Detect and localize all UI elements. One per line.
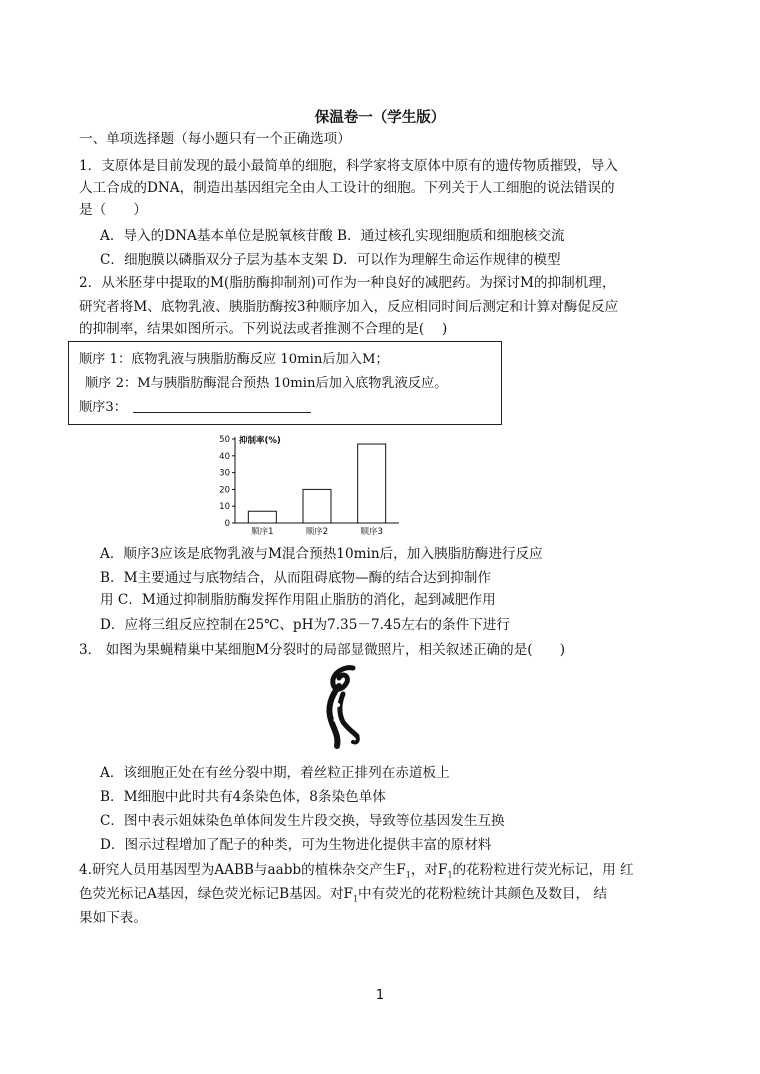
order-2-text: 顺序 2：M与胰脂肪酶混合预热 10min后加入底物乳液反应。	[85, 376, 448, 391]
x-tick-label: 顺序3	[360, 527, 383, 537]
q2-option-a: A．顺序3应该是底物乳液与M混合预热10min后，加入胰脂肪酶进行反应	[100, 546, 543, 562]
q3-option-d: D．图示过程增加了配子的种类，可为生物进化提供丰富的原材料	[100, 837, 492, 853]
order-1-text: 顺序 1：底物乳液与胰脂肪酶反应 10min后加入M；	[79, 352, 389, 367]
order-3-text: 顺序3：	[79, 400, 127, 415]
q4-sub-1: 1	[405, 870, 411, 880]
section-heading: 一、单项选择题（每小题只有一个正确选项）	[79, 131, 351, 147]
q2-line-3: 的抑制率，结果如图所示。下列说法或者推测不合理的是( )	[79, 321, 448, 337]
chromosome-micrograph	[313, 660, 373, 756]
y-tick-label: 30	[219, 468, 230, 479]
q4-sub-2: 1	[447, 870, 453, 880]
q4-text-2b: 中有荧光的花粉粒统计其颜色及数目， 结	[358, 886, 608, 902]
bar	[358, 444, 386, 523]
q4-text-1a: 4.研究人员用基因型为AABB与aabb的植株杂交产生F	[79, 862, 406, 878]
order-box	[68, 341, 502, 425]
q1-options-cd: C．细胞膜以磷脂双分子层为基本支架 D．可以作为理解生命运作规律的模型	[100, 252, 561, 268]
y-tick-label: 10	[219, 502, 230, 513]
q4-text-1b: ，对F	[410, 862, 448, 878]
q3-option-b: B．M细胞中此时共有4条染色体，8条染色单体	[100, 789, 386, 805]
q2-line-1: 2．从米胚芽中提取的M(脂肪酶抑制剂)可作为一种良好的减肥药。为探讨M的抑制机理，	[79, 275, 616, 291]
y-tick-label: 50	[219, 435, 230, 445]
bar	[248, 511, 276, 523]
order-3-blank	[133, 398, 311, 413]
q3-option-a: A．该细胞正处在有丝分裂中期，着丝粒正排列在赤道板上	[100, 765, 450, 781]
x-tick-label: 顺序1	[251, 527, 274, 537]
page-number: 1	[375, 988, 385, 1003]
q4-line-3: 果如下表。	[79, 910, 147, 926]
bar	[303, 489, 331, 523]
q3-option-c: C．图中表示姐妹染色单体间发生片段交换，导致等位基因发生互换	[100, 813, 505, 829]
y-tick-label: 20	[219, 485, 230, 496]
q2-option-d: D．应将三组反应控制在25℃、pH为7.35－7.45左右的条件下进行	[100, 617, 510, 633]
page-title: 保温卷一（学生版）	[314, 110, 446, 126]
inhibition-bar-chart	[205, 425, 405, 539]
q1-line-3: 是（ ）	[79, 202, 147, 218]
q4-text-2a: 色荧光标记A基因，绿色荧光标记B基因。对F	[79, 886, 353, 902]
q2-line-2: 研究者将M、底物乳液、胰脂肪酶按3种顺序加入，反应相同时间后测定和计算对酶促反应	[79, 299, 619, 315]
y-tick-label: 0	[224, 519, 230, 529]
q2-option-b: B．M主要通过与底物结合，从而阻碍底物—酶的结合达到抑制作	[100, 570, 491, 586]
y-tick-label: 40	[219, 451, 230, 462]
q4-sub-3: 1	[352, 894, 359, 904]
q4-text-1c: 的花粉粒进行荧光标记，用 红	[452, 862, 634, 878]
x-tick-label: 顺序2	[305, 527, 329, 537]
q2-option-b-c: 用 C．M通过抑制脂肪酶发挥作用阻止脂肪的消化，起到减肥作用	[100, 592, 496, 608]
q1-options-ab: A．导入的DNA基本单位是脱氧核苷酸 B．通过核孔实现细胞质和细胞核交流	[100, 228, 565, 244]
q4-line-2	[79, 883, 607, 911]
q1-line-1: 1．支原体是目前发现的最小最简单的细胞，科学家将支原体中原有的遗传物质摧毁，导入	[79, 158, 618, 174]
order-3-row	[79, 398, 311, 418]
q3-line-1: 3． 如图为果蝇精巢中某细胞M分裂时的局部显微照片，相关叙述正确的是( )	[79, 642, 566, 658]
y-axis-label: 抑制率(%)	[239, 436, 281, 446]
q1-line-2: 人工合成的DNA，制造出基因组完全由人工设计的细胞。下列关于人工细胞的说法错误的	[79, 180, 615, 196]
